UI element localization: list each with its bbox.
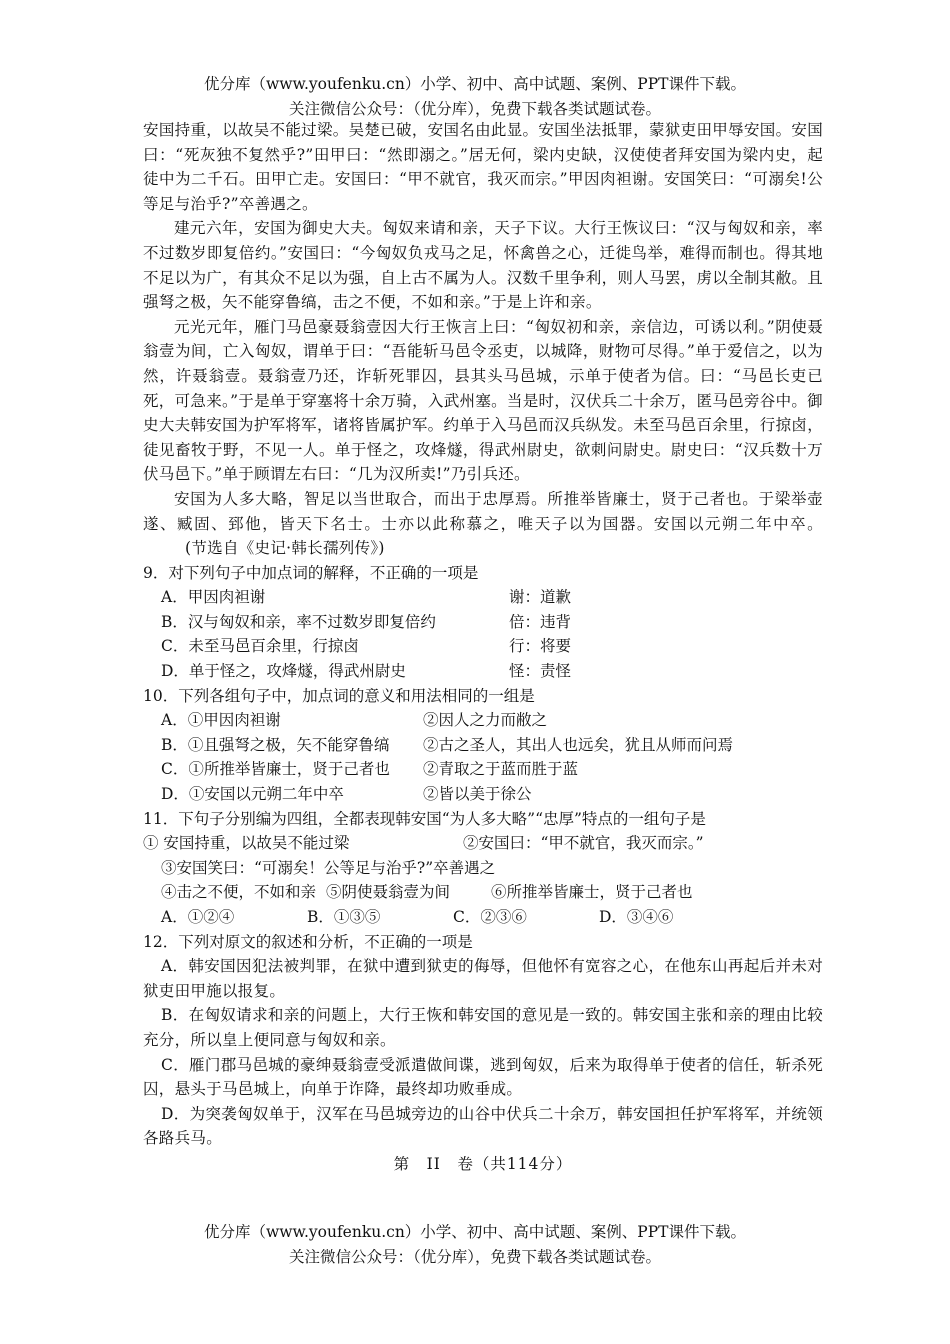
q10-sentence-2: ②青取之于蓝而胜于蓝: [423, 760, 579, 779]
q11-choice-b: B．①③⑤: [307, 908, 381, 926]
q12-option-b: B．在匈奴请求和亲的问题上，大行王恢和韩安国的意见是一致的。韩安国主张和亲的理由比较充分，所以皇上便同意与匈奴和亲。: [143, 1006, 823, 1049]
q10-sentence-2: ②古之圣人，其出人也远矣，犹且从师而问焉: [423, 735, 734, 754]
q11-row-2: [143, 856, 823, 881]
passage-paragraph-4-text: 安国为人多大略，智足以当世取合，而出于忠厚焉。所推举皆廉士，贤于己者也。于梁举壶遂、臧固、郅他，皆天下名士。士亦以此称慕之，唯天子以为国器。安国以元朔二年中卒。: [143, 489, 823, 533]
q10-sentence-1: A．①甲因肉袒谢: [161, 711, 281, 730]
q10-sentence-2: ②皆以美于徐公: [423, 785, 532, 804]
question-10-stem: 10．下列各组句子中，加点词的意义和用法相同的一组是: [143, 686, 535, 705]
q11-choices: [143, 905, 823, 930]
q10-option-a: [143, 708, 823, 733]
q11-sentence-2: ②安国曰：“甲不就官，我灭而宗。”: [463, 834, 704, 853]
q11-choice-a: A．①②④: [161, 908, 235, 926]
q9-option-d: [143, 659, 823, 684]
q10-sentence-1: C．①所推举皆廉士，贤于己者也: [161, 760, 390, 779]
question-9-stem: 9．对下列句子中加点词的解释，不正确的一项是: [143, 563, 479, 582]
q9-option-gloss: 倍：违背: [509, 612, 572, 631]
q11-choice-c: C．②③⑥: [453, 908, 527, 926]
q9-option-b: [143, 610, 823, 635]
q9-option-text: D．单于怪之，攻烽燧，得武州尉史: [161, 662, 406, 681]
footer-line-2: 关注微信公众号：（优分库），免费下载各类试题试卷。: [288, 1248, 661, 1266]
q9-option-text: B．汉与匈奴和亲，率不过数岁即复倍约: [161, 612, 436, 631]
q9-option-c: [143, 634, 823, 659]
q9-option-a: [143, 585, 823, 610]
section-2-title: 第 II 卷（共114分）: [393, 1154, 573, 1173]
document-body: [143, 118, 823, 1177]
q12-option-c: C．雁门郡马邑城的豪绅聂翁壹受派遣做间谍，逃到匈奴，后来为取得单于使者的信任，斩杀死囚，悬头于马邑城上，向单于诈降，最终却功败垂成。: [143, 1055, 823, 1099]
q9-option-text: C．未至马邑百余里，行掠卤: [161, 637, 359, 656]
passage-paragraph-4: [143, 487, 823, 561]
q11-row-1: [143, 831, 823, 856]
q11-sentence-5: ⑤阴使聂翁壹为间: [326, 883, 451, 902]
q10-option-d: [143, 782, 823, 807]
passage-paragraph-3: 元光元年，雁门马邑豪聂翁壹因大行王恢言上曰：“匈奴初和亲，亲信边，可诱以利。”阴使聂翁壹为间，亡入匈奴，谓单于曰：“吾能斩马邑令丞吏，以城降，财物可尽得。”单于爱信之，以为然，许聂翁壹。聂翁壹乃还，诈斩死罪囚，县其头马邑城，示单于使者为信。曰：“马邑长吏已死，可急来。”于是单于穿塞将十余万骑，入武州塞。当是时，汉伏兵二十余万，匿马邑旁谷中。御史大夫韩安国为护军将军，诸将皆属护军。约单于入马邑而汉兵纵发。未至马邑百余里，行掠卤，徒见畜牧于野，不见一人。单于怪之，攻烽燧，得武州尉史，欲刺问尉史。尉史曰：“汉兵数十万伏马邑下。”单于顾谓左右曰：“几为汉所卖!”乃引兵还。: [143, 317, 823, 484]
passage-source: (节选自《史记·韩长孺列传》): [185, 539, 385, 558]
q11-sentence-6: ⑥所推举皆廉士，贤于己者也: [491, 883, 693, 902]
q12-option-a: A．韩安国因犯法被判罪，在狱中遭到狱吏的侮辱，但他怀有宽容之心，在他东山再起后并未对狱吏田甲施以报复。: [143, 957, 823, 1000]
q9-option-gloss: 谢：道歉: [509, 588, 572, 607]
header-line-1: 优分库（www.youfenku.cn）小学、初中、高中试题、案例、PPT课件下载。: [203, 75, 747, 93]
footer-line-1: 优分库（www.youfenku.cn）小学、初中、高中试题、案例、PPT课件下载。: [203, 1223, 747, 1241]
q11-row-3: [143, 880, 823, 905]
q9-option-gloss: 行：将要: [509, 637, 572, 656]
q11-sentence-4: ④击之不便，不如和亲: [161, 883, 317, 902]
q10-sentence-1: D．①安国以元朔二年中卒: [161, 785, 344, 804]
q10-sentence-1: B．①且强弩之极，矢不能穿鲁缟: [161, 735, 390, 754]
q12-option-d: D．为突袭匈奴单于，汉军在马邑城旁边的山谷中伏兵二十余万，韩安国担任护军将军，并统领各路兵马。: [143, 1104, 823, 1148]
q11-choice-d: D．③④⑥: [599, 908, 674, 926]
header-line-2: 关注微信公众号：（优分库），免费下载各类试题试卷。: [288, 100, 661, 118]
q11-sentence-3: ③安国笑曰：“可溺矣！公等足与治乎?”卒善遇之: [161, 858, 496, 877]
q10-option-c: [143, 757, 823, 782]
question-11-stem: 11．下句子分别编为四组，全都表现韩安国“为人多大略”“忠厚”特点的一组句子是: [143, 809, 706, 828]
q10-option-b: [143, 733, 823, 758]
passage-paragraph-1: 安国持重，以故吴不能过梁。吴楚已破，安国名由此显。安国坐法抵罪，蒙狱吏田甲辱安国。安国曰：“死灰独不复然乎?”田甲曰：“然即溺之。”居无何，梁内史缺，汉使使者拜安国为梁内史，起徒中为二千石。田甲亡走。安国曰：“甲不就官，我灭而宗。”甲因肉袒谢。安国笑曰：“可溺矣!公等足与治乎?”卒善遇之。: [143, 121, 823, 213]
q11-sentence-1: ① 安国持重，以故吴不能过梁: [143, 834, 350, 853]
question-12-stem: 12．下列对原文的叙述和分析，不正确的一项是: [143, 932, 473, 951]
q10-sentence-2: ②因人之力而敝之: [423, 711, 548, 730]
q9-option-gloss: 怪：责怪: [509, 662, 572, 681]
q9-option-text: A．甲因肉袒谢: [161, 588, 266, 607]
passage-paragraph-2: 建元六年，安国为御史大夫。匈奴来请和亲，天子下议。大行王恢议曰：“汉与匈奴和亲，率不过数岁即复倍约。”安国曰：“今匈奴负戎马之足，怀禽兽之心，迁徙鸟举，难得而制也。得其地不足以为广，有其众不足以为强，自上古不属为人。汉数千里争利，则人马罢，虏以全制其敝。且强弩之极，矢不能穿鲁缟，击之不便，不如和亲。”于是上许和亲。: [143, 219, 823, 312]
